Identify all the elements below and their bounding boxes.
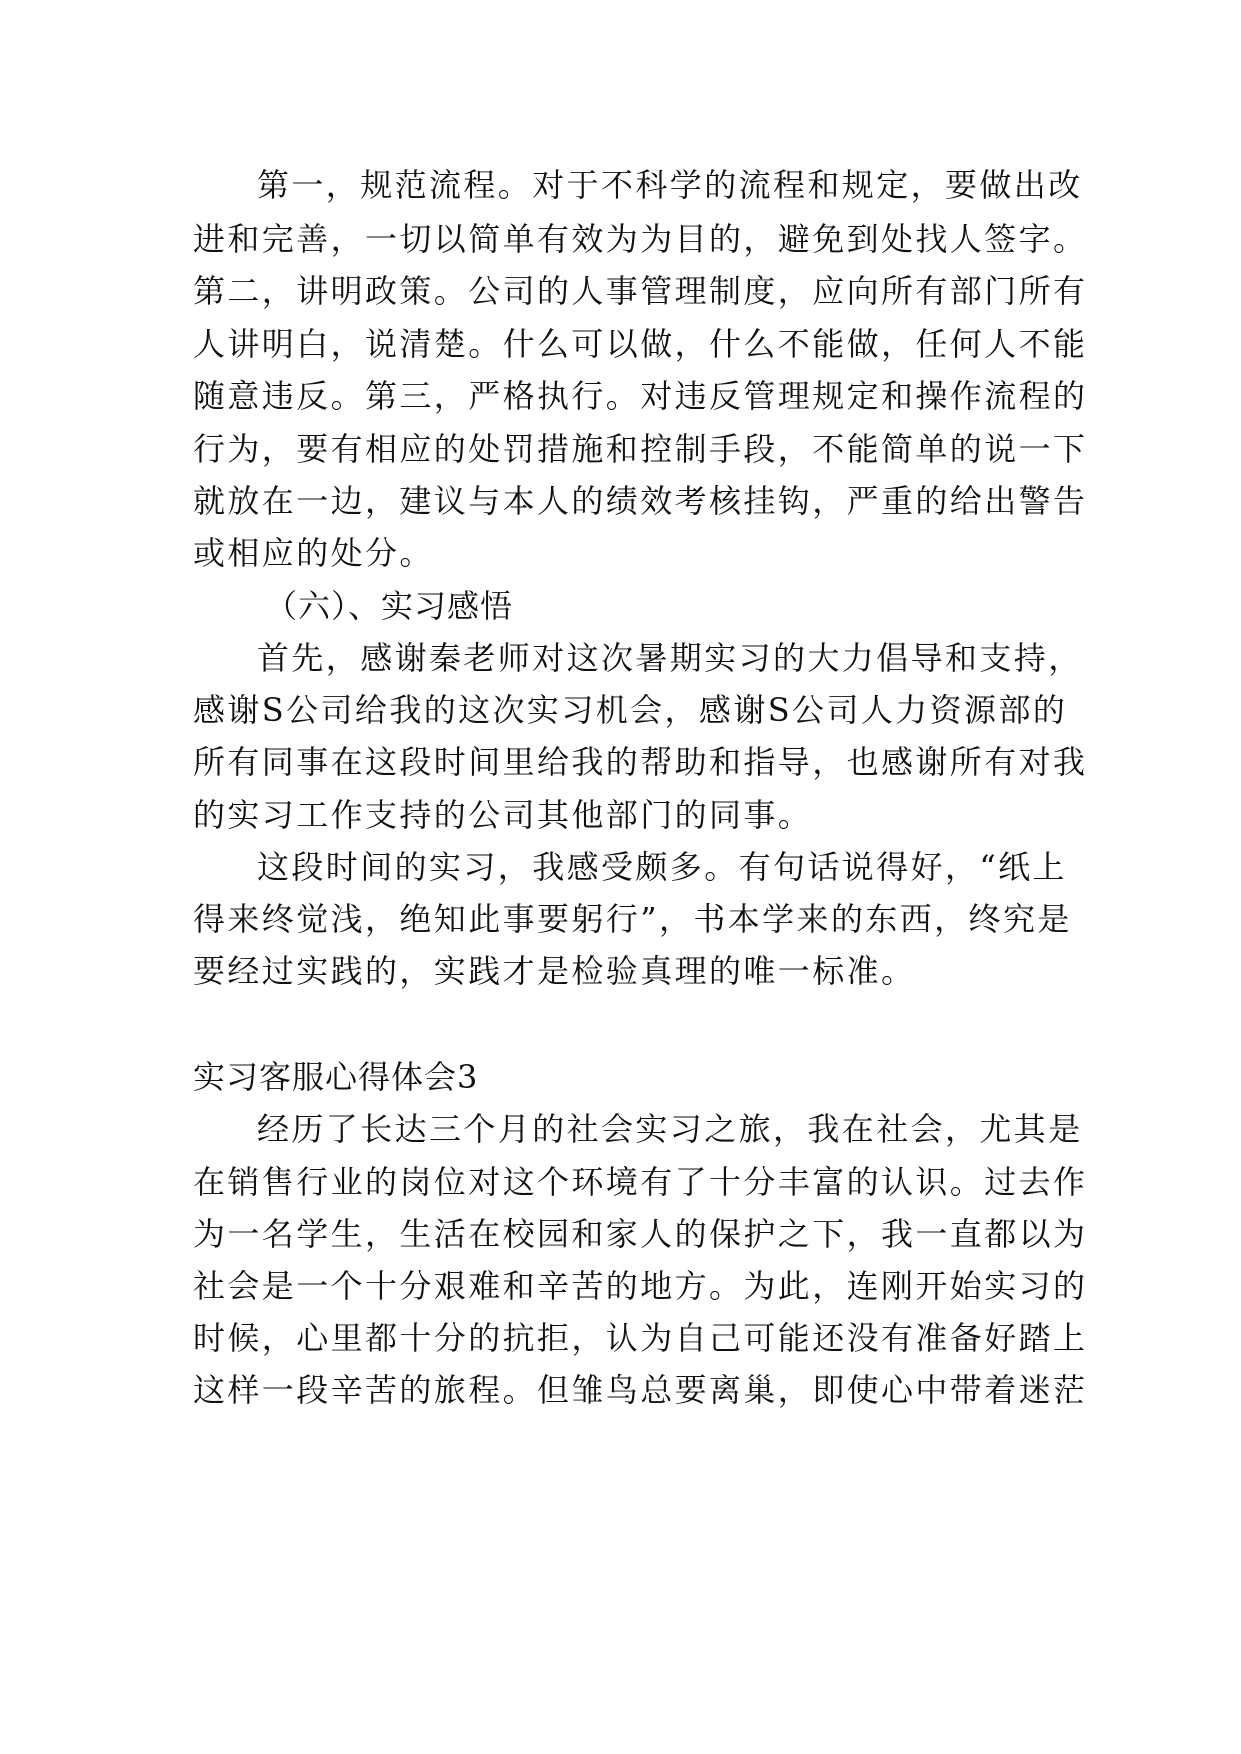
paragraph-line: 为一名学生，生活在校园和家人的保护之下，我一直都以为 xyxy=(193,1215,1088,1253)
paragraph-line: 随意违反。第三，严格执行。对违反管理规定和操作流程的 xyxy=(193,377,1088,415)
article-title: 实习客服心得体会3 xyxy=(193,1058,479,1096)
paragraph-line: 在销售行业的岗位对这个环境有了十分丰富的认识。过去作 xyxy=(193,1163,1088,1201)
paragraph-line: 时候，心里都十分的抗拒，认为自己可能还没有准备好踏上 xyxy=(193,1319,1088,1357)
paragraph-line: 进和完善，一切以简单有效为为目的，避免到处找人签字。 xyxy=(193,220,1088,258)
paragraph-line: 这样一段辛苦的旅程。但雏鸟总要离巢，即使心中带着迷茫 xyxy=(193,1371,1088,1409)
paragraph-line: 经历了长达三个月的社会实习之旅，我在社会，尤其是 xyxy=(257,1110,1083,1148)
paragraph-line: 行为，要有相应的处罚措施和控制手段，不能简单的说一下 xyxy=(193,430,1088,468)
paragraph-line: 得来终觉浅，绝知此事要躬行”，书本学来的东西，终究是 xyxy=(193,900,1072,938)
paragraph-line: 社会是一个十分艰难和辛苦的地方。为此，连刚开始实习的 xyxy=(193,1267,1088,1305)
paragraph-line: 的实习工作支持的公司其他部门的同事。 xyxy=(193,796,813,834)
paragraph-line: 人讲明白，说清楚。什么可以做，什么不能做，任何人不能 xyxy=(193,325,1088,363)
paragraph-line: 首先，感谢秦老师对这次暑期实习的大力倡导和支持， xyxy=(257,639,1083,677)
paragraph-line: 或相应的处分。 xyxy=(193,534,434,572)
paragraph-line: 第一，规范流程。对于不科学的流程和规定，要做出改 xyxy=(257,166,1083,204)
section-heading: （六）、实习感悟 xyxy=(265,587,514,625)
paragraph-line: 第二，讲明政策。公司的人事管理制度，应向所有部门所有 xyxy=(193,272,1088,310)
paragraph-line: 感谢S公司给我的这次实习机会，感谢S公司人力资源部的 xyxy=(193,691,1068,729)
paragraph-line: 要经过实践的，实践才是检验真理的唯一标准。 xyxy=(193,952,916,990)
paragraph-line: 所有同事在这段时间里给我的帮助和指导，也感谢所有对我 xyxy=(193,743,1088,781)
paragraph-line: 就放在一边，建议与本人的绩效考核挂钩，严重的给出警告 xyxy=(193,482,1088,520)
paragraph-line: 这段时间的实习，我感受颇多。有句话说得好，“纸上 xyxy=(257,848,1067,886)
